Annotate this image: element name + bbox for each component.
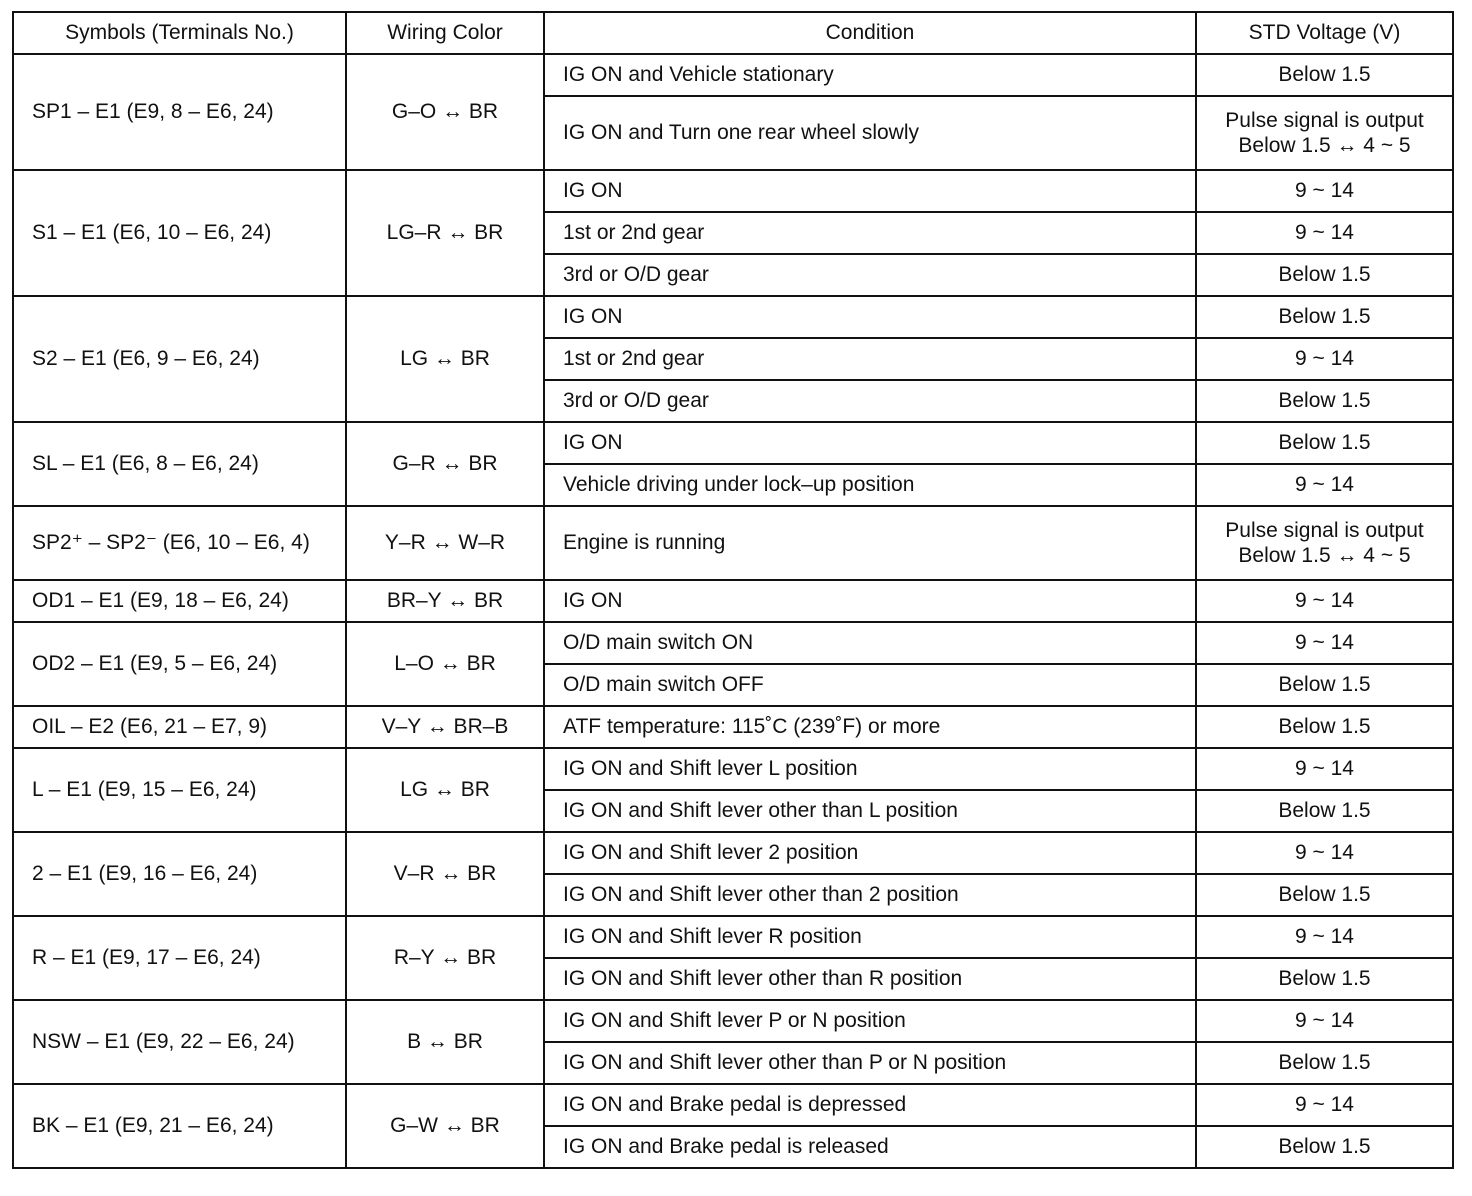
condition-cell: IG ON and Shift lever R position xyxy=(544,916,1196,958)
std-voltage-cell xyxy=(1196,422,1453,464)
std-voltage-cell xyxy=(1196,296,1453,338)
table-row xyxy=(13,506,1453,580)
wiring-color-cell: BR–Y ↔ BR xyxy=(346,580,544,622)
condition-cell: IG ON and Turn one rear wheel slowly xyxy=(544,96,1196,170)
std-voltage-cell xyxy=(1196,1126,1453,1168)
terminal-symbol-cell: SL – E1 (E6, 8 – E6, 24) xyxy=(13,422,346,506)
condition-cell: IG ON xyxy=(544,422,1196,464)
header-wiring-color: Wiring Color xyxy=(346,12,544,54)
condition-cell: 3rd or O/D gear xyxy=(544,254,1196,296)
std-voltage-cell xyxy=(1196,622,1453,664)
condition-cell: IG ON and Shift lever L position xyxy=(544,748,1196,790)
terminal-symbol-cell: 2 – E1 (E9, 16 – E6, 24) xyxy=(13,832,346,916)
std-voltage-cell xyxy=(1196,664,1453,706)
wiring-color-cell: L–O ↔ BR xyxy=(346,622,544,706)
std-voltage-value: Pulse signal is output xyxy=(1225,518,1424,542)
table-row xyxy=(13,748,1453,790)
condition-cell: IG ON and Brake pedal is released xyxy=(544,1126,1196,1168)
terminal-symbol-cell: SP1 – E1 (E9, 8 – E6, 24) xyxy=(13,54,346,170)
table-row xyxy=(13,54,1453,96)
terminal-symbol-cell: R – E1 (E9, 17 – E6, 24) xyxy=(13,916,346,1000)
terminal-symbol-cell: BK – E1 (E9, 21 – E6, 24) xyxy=(13,1084,346,1168)
std-voltage-value: Below 1.5 xyxy=(1278,63,1371,87)
table-row xyxy=(13,916,1453,958)
terminal-symbol-cell: OD2 – E1 (E9, 5 – E6, 24) xyxy=(13,622,346,706)
table-row xyxy=(13,832,1453,874)
condition-cell: IG ON and Shift lever P or N position xyxy=(544,1000,1196,1042)
std-voltage-value: 9 ~ 14 xyxy=(1295,1093,1354,1117)
std-voltage-value: 9 ~ 14 xyxy=(1295,841,1354,865)
std-voltage-cell xyxy=(1196,580,1453,622)
wiring-color-cell: V–Y ↔ BR–B xyxy=(346,706,544,748)
std-voltage-cell xyxy=(1196,832,1453,874)
table-body xyxy=(13,54,1453,1168)
wiring-color-cell: R–Y ↔ BR xyxy=(346,916,544,1000)
condition-cell: ATF temperature: 115˚C (239˚F) or more xyxy=(544,706,1196,748)
condition-cell: IG ON and Shift lever other than R position xyxy=(544,958,1196,1000)
table-row xyxy=(13,170,1453,212)
std-voltage-value: 9 ~ 14 xyxy=(1295,631,1354,655)
std-voltage-value: Below 1.5 xyxy=(1278,1135,1371,1159)
header-symbols: Symbols (Terminals No.) xyxy=(13,12,346,54)
std-voltage-cell xyxy=(1196,254,1453,296)
std-voltage-cell xyxy=(1196,212,1453,254)
terminal-symbol-cell: OIL – E2 (E6, 21 – E7, 9) xyxy=(13,706,346,748)
table-row xyxy=(13,1084,1453,1126)
std-voltage-value: Below 1.5 ↔ 4 ~ 5 xyxy=(1238,134,1411,157)
terminal-symbol-cell: S1 – E1 (E6, 10 – E6, 24) xyxy=(13,170,346,296)
terminal-symbol-cell: L – E1 (E9, 15 – E6, 24) xyxy=(13,748,346,832)
table-row xyxy=(13,622,1453,664)
condition-cell: O/D main switch OFF xyxy=(544,664,1196,706)
std-voltage-value: 9 ~ 14 xyxy=(1295,347,1354,371)
table-row xyxy=(13,296,1453,338)
std-voltage-value: Below 1.5 xyxy=(1278,673,1371,697)
wiring-color-cell: LG ↔ BR xyxy=(346,748,544,832)
voltage-spec-table xyxy=(12,11,1454,1169)
std-voltage-cell xyxy=(1196,790,1453,832)
condition-cell: IG ON and Shift lever 2 position xyxy=(544,832,1196,874)
wiring-color-cell: B ↔ BR xyxy=(346,1000,544,1084)
std-voltage-cell xyxy=(1196,916,1453,958)
std-voltage-value: Below 1.5 xyxy=(1278,967,1371,991)
condition-cell: IG ON xyxy=(544,296,1196,338)
std-voltage-value: Pulse signal is output xyxy=(1225,108,1424,132)
wiring-color-cell: Y–R ↔ W–R xyxy=(346,506,544,580)
condition-cell: IG ON and Vehicle stationary xyxy=(544,54,1196,96)
std-voltage-cell xyxy=(1196,380,1453,422)
std-voltage-value: 9 ~ 14 xyxy=(1295,757,1354,781)
std-voltage-cell xyxy=(1196,958,1453,1000)
std-voltage-value: Below 1.5 xyxy=(1278,431,1371,455)
terminal-symbol-cell: OD1 – E1 (E9, 18 – E6, 24) xyxy=(13,580,346,622)
std-voltage-cell xyxy=(1196,338,1453,380)
std-voltage-cell xyxy=(1196,506,1453,580)
std-voltage-cell xyxy=(1196,1084,1453,1126)
condition-cell: IG ON and Shift lever other than P or N position xyxy=(544,1042,1196,1084)
std-voltage-cell xyxy=(1196,1000,1453,1042)
condition-cell: IG ON and Shift lever other than L position xyxy=(544,790,1196,832)
terminal-symbol-cell: S2 – E1 (E6, 9 – E6, 24) xyxy=(13,296,346,422)
std-voltage-value: Below 1.5 xyxy=(1278,799,1371,823)
header-condition: Condition xyxy=(544,12,1196,54)
condition-cell: O/D main switch ON xyxy=(544,622,1196,664)
condition-cell: IG ON xyxy=(544,580,1196,622)
wiring-color-cell: LG ↔ BR xyxy=(346,296,544,422)
condition-cell: IG ON xyxy=(544,170,1196,212)
std-voltage-value: 9 ~ 14 xyxy=(1295,925,1354,949)
std-voltage-value: Below 1.5 xyxy=(1278,883,1371,907)
table-row xyxy=(13,1000,1453,1042)
std-voltage-value: Below 1.5 xyxy=(1278,263,1371,287)
table-row xyxy=(13,706,1453,748)
std-voltage-value: Below 1.5 ↔ 4 ~ 5 xyxy=(1238,544,1411,567)
condition-cell: IG ON and Shift lever other than 2 position xyxy=(544,874,1196,916)
wiring-color-cell: G–O ↔ BR xyxy=(346,54,544,170)
condition-cell: IG ON and Brake pedal is depressed xyxy=(544,1084,1196,1126)
std-voltage-value: 9 ~ 14 xyxy=(1295,221,1354,245)
std-voltage-value: Below 1.5 xyxy=(1278,715,1371,739)
terminal-symbol-cell: NSW – E1 (E9, 22 – E6, 24) xyxy=(13,1000,346,1084)
std-voltage-cell xyxy=(1196,170,1453,212)
voltage-spec-table-container xyxy=(12,11,1452,1169)
std-voltage-cell xyxy=(1196,1042,1453,1084)
std-voltage-value: 9 ~ 14 xyxy=(1295,589,1354,613)
terminal-symbol-cell: SP2⁺ – SP2⁻ (E6, 10 – E6, 4) xyxy=(13,506,346,580)
std-voltage-cell xyxy=(1196,706,1453,748)
condition-cell: Engine is running xyxy=(544,506,1196,580)
std-voltage-value: Below 1.5 xyxy=(1278,1051,1371,1075)
wiring-color-cell: G–W ↔ BR xyxy=(346,1084,544,1168)
std-voltage-cell xyxy=(1196,748,1453,790)
condition-cell: 1st or 2nd gear xyxy=(544,212,1196,254)
wiring-color-cell: LG–R ↔ BR xyxy=(346,170,544,296)
condition-cell: 3rd or O/D gear xyxy=(544,380,1196,422)
std-voltage-value: 9 ~ 14 xyxy=(1295,1009,1354,1033)
condition-cell: 1st or 2nd gear xyxy=(544,338,1196,380)
table-row xyxy=(13,580,1453,622)
std-voltage-value: 9 ~ 14 xyxy=(1295,473,1354,497)
std-voltage-value: Below 1.5 xyxy=(1278,389,1371,413)
std-voltage-cell xyxy=(1196,874,1453,916)
condition-cell: Vehicle driving under lock–up position xyxy=(544,464,1196,506)
wiring-color-cell: G–R ↔ BR xyxy=(346,422,544,506)
header-row xyxy=(13,12,1453,54)
std-voltage-value: Below 1.5 xyxy=(1278,305,1371,329)
std-voltage-cell xyxy=(1196,54,1453,96)
header-std-voltage: STD Voltage (V) xyxy=(1196,12,1453,54)
wiring-color-cell: V–R ↔ BR xyxy=(346,832,544,916)
std-voltage-value: 9 ~ 14 xyxy=(1295,179,1354,203)
std-voltage-cell xyxy=(1196,464,1453,506)
table-row xyxy=(13,422,1453,464)
std-voltage-cell xyxy=(1196,96,1453,170)
